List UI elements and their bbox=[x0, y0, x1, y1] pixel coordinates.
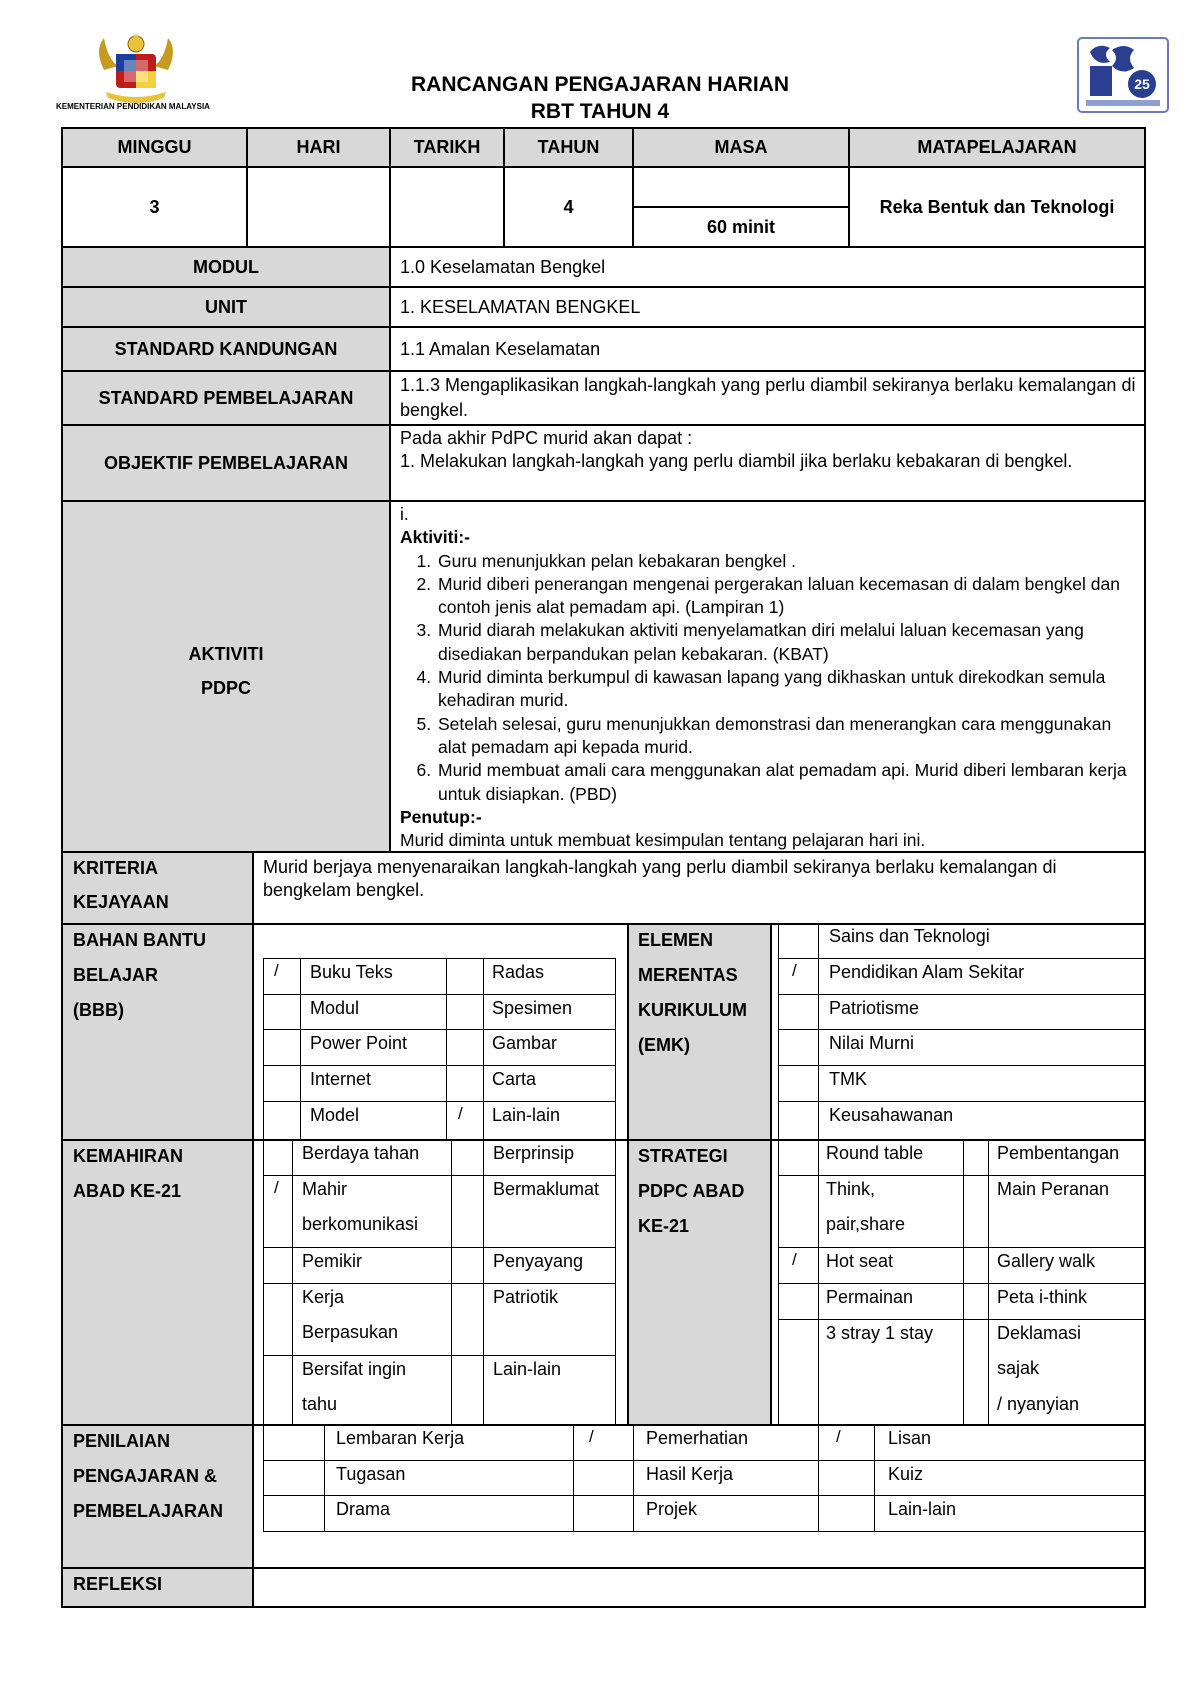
minggu-value: 3 bbox=[149, 196, 160, 217]
emblem-25-icon bbox=[1076, 36, 1170, 116]
penilaian-item: Kuiz bbox=[888, 1464, 924, 1484]
header-minggu: MINGGU bbox=[117, 137, 192, 157]
kemahiran-item: berkomunikasi bbox=[302, 1214, 419, 1234]
tarikh-value bbox=[390, 167, 504, 247]
emk-label-cell bbox=[628, 924, 771, 1140]
document-title: RANCANGAN PENGAJARAN HARIAN bbox=[410, 73, 789, 96]
strategi-label-3: KE-21 bbox=[638, 1216, 690, 1236]
emk-label-1: ELEMEN bbox=[638, 930, 714, 950]
aktiviti-content bbox=[400, 503, 1144, 852]
kemahiran-label-1: KEMAHIRAN bbox=[73, 1146, 183, 1166]
bbb-item: Model bbox=[310, 1105, 360, 1125]
strategi-item: Round table bbox=[826, 1143, 924, 1163]
kemahiran-item: Patriotik bbox=[493, 1287, 559, 1307]
masa-top-value bbox=[633, 167, 849, 207]
strategi-label-1: STRATEGI bbox=[638, 1146, 728, 1166]
kemahiran-label-2: ABAD KE-21 bbox=[73, 1181, 182, 1201]
penilaian-label-3: PEMBELAJARAN bbox=[73, 1501, 224, 1521]
strategi-label-cell bbox=[628, 1140, 771, 1425]
bbb-label-cell bbox=[62, 924, 253, 1140]
penutup-heading: Penutup:- bbox=[400, 806, 482, 827]
strategi-item: Permainan bbox=[826, 1287, 914, 1307]
penilaian-mark: / bbox=[589, 1427, 594, 1446]
strategi-label-2: PDPC ABAD bbox=[638, 1181, 745, 1201]
kemahiran-item: Pemikir bbox=[302, 1251, 363, 1271]
school-emblem-logo bbox=[1076, 36, 1170, 116]
emk-mark: / bbox=[792, 961, 797, 980]
objektif-pembelajaran-label: OBJEKTIF PEMBELAJARAN bbox=[62, 425, 390, 501]
modul-label: MODUL bbox=[62, 247, 390, 287]
kemahiran-item: Bersifat ingin bbox=[302, 1359, 407, 1379]
strategi-item: Pembentangan bbox=[997, 1143, 1120, 1163]
standard-kandungan-label: STANDARD KANDUNGAN bbox=[62, 327, 390, 371]
emk-item: Sains dan Teknologi bbox=[829, 926, 990, 946]
aktiviti-heading: Aktiviti:- bbox=[400, 527, 470, 548]
kejayaan-label: KEJAYAAN bbox=[73, 892, 169, 912]
emk-item: Nilai Murni bbox=[829, 1033, 915, 1053]
strategi-item: pair,share bbox=[826, 1214, 906, 1234]
standard-kandungan-value: 1.1 Amalan Keselamatan bbox=[400, 338, 601, 359]
refleksi-label-cell bbox=[62, 1568, 253, 1606]
penilaian-label-2: PENGAJARAN & bbox=[73, 1466, 218, 1486]
header-matapelajaran: MATAPELAJARAN bbox=[917, 137, 1077, 157]
ministry-caption: KEMENTERIAN PENDIDIKAN MALAYSIA bbox=[56, 102, 210, 111]
kemahiran-label-cell bbox=[62, 1140, 253, 1425]
kemahiran-item: Penyayang bbox=[493, 1251, 584, 1271]
strategi-item: 3 stray 1 stay bbox=[826, 1323, 934, 1343]
emk-item: TMK bbox=[829, 1069, 867, 1089]
penilaian-item: Lisan bbox=[888, 1428, 932, 1448]
aktiviti-item: 1. Guru menunjukkan pelan kebakaran bengkel . bbox=[436, 550, 1144, 573]
svg-text:25: 25 bbox=[1134, 76, 1150, 92]
emk-item: Pendidikan Alam Sekitar bbox=[829, 962, 1025, 982]
unit-label: UNIT bbox=[62, 287, 390, 327]
pdpc-label: PDPC bbox=[200, 678, 251, 698]
strategi-item: Peta i-think bbox=[997, 1287, 1088, 1307]
penilaian-label-cell bbox=[62, 1425, 253, 1568]
modul-value: 1.0 Keselamatan Bengkel bbox=[400, 256, 606, 277]
aktiviti-item: 4. Murid diminta berkumpul di kawasan lapang yang dikhaskan untuk direkodkan semula kehadiran murid. bbox=[436, 666, 1144, 713]
kemahiran-item: Mahir bbox=[302, 1179, 348, 1199]
hari-value bbox=[247, 167, 390, 247]
bbb-item: Gambar bbox=[492, 1033, 558, 1053]
strategi-item: sajak bbox=[997, 1358, 1040, 1378]
unit-value: 1. KESELAMATAN BENGKEL bbox=[400, 296, 641, 317]
penilaian-item: Drama bbox=[336, 1499, 391, 1519]
refleksi-value bbox=[263, 1572, 1133, 1602]
bbb-label-1: BAHAN BANTU bbox=[73, 930, 206, 950]
kemahiran-item: Berprinsip bbox=[493, 1143, 575, 1163]
kemahiran-item: Kerja bbox=[302, 1287, 345, 1307]
header-masa: MASA bbox=[714, 137, 768, 157]
emk-label-2: MERENTAS bbox=[638, 965, 738, 985]
emk-item: Patriotisme bbox=[829, 998, 920, 1018]
kriteria-label: KRITERIA bbox=[73, 858, 158, 878]
bbb-item: Carta bbox=[492, 1069, 537, 1089]
aktiviti-item: 6. Murid membuat amali cara menggunakan alat pemadam api. Murid diberi lembaran kerja untuk disiapkan. (PBD) bbox=[436, 759, 1144, 806]
objektif-intro: Pada akhir PdPC murid akan dapat : bbox=[400, 428, 693, 448]
kemahiran-mark: / bbox=[274, 1178, 279, 1197]
kemahiran-item: Berpasukan bbox=[302, 1322, 399, 1342]
strategi-item: Main Peranan bbox=[997, 1179, 1110, 1199]
bbb-item: Radas bbox=[492, 962, 545, 982]
emk-item: Keusahawanan bbox=[829, 1105, 954, 1125]
bbb-item: Buku Teks bbox=[310, 962, 393, 982]
penilaian-item: Pemerhatian bbox=[646, 1428, 749, 1448]
bbb-mark: / bbox=[458, 1104, 463, 1123]
aktiviti-list bbox=[400, 550, 1144, 806]
penilaian-label-1: PENILAIAN bbox=[73, 1431, 171, 1451]
kemahiran-item: Lain-lain bbox=[493, 1359, 562, 1379]
refleksi-label: REFLEKSI bbox=[73, 1574, 163, 1594]
strategi-item: Gallery walk bbox=[997, 1251, 1096, 1271]
kemahiran-item: Berdaya tahan bbox=[302, 1143, 420, 1163]
aktiviti-item: 2. Murid diberi penerangan mengenai pergerakan laluan kecemasan di dalam bengkel dan contoh jenis alat pemadam api. (Lampiran 1) bbox=[436, 573, 1144, 620]
masa-bottom-value: 60 minit bbox=[706, 216, 776, 237]
ministry-crest-logo bbox=[56, 30, 216, 120]
strategi-item: Hot seat bbox=[826, 1251, 894, 1271]
kemahiran-item: Bermaklumat bbox=[493, 1179, 600, 1199]
emk-label-3: KURIKULUM bbox=[638, 1000, 747, 1020]
penilaian-item: Lain-lain bbox=[888, 1499, 957, 1519]
header-tarikh: TARIKH bbox=[413, 137, 481, 157]
strategi-item: Deklamasi bbox=[997, 1323, 1082, 1343]
bbb-item: Internet bbox=[310, 1069, 372, 1089]
penilaian-item: Projek bbox=[646, 1499, 698, 1519]
penilaian-mark: / bbox=[836, 1427, 841, 1446]
bbb-mark: / bbox=[274, 961, 279, 980]
penilaian-item: Tugasan bbox=[336, 1464, 406, 1484]
standard-pembelajaran-value: 1.1.3 Mengaplikasikan langkah-langkah yang perlu diambil sekiranya berlaku kemalangan di bengkel. bbox=[400, 375, 1136, 420]
strategi-item: Think, bbox=[826, 1179, 876, 1199]
penilaian-item: Hasil Kerja bbox=[646, 1464, 734, 1484]
kemahiran-item: tahu bbox=[302, 1394, 338, 1414]
aktiviti-label: AKTIVITI bbox=[188, 644, 264, 664]
bbb-item: Power Point bbox=[310, 1033, 408, 1053]
aktiviti-intro: i. bbox=[400, 504, 409, 524]
bbb-label-2: BELAJAR bbox=[73, 965, 159, 985]
aktiviti-item: 5. Setelah selesai, guru menunjukkan demonstrasi dan menerangkan cara menggunakan alat pemadam api kepada murid. bbox=[436, 713, 1144, 760]
aktiviti-item: 3. Murid diarah melakukan aktiviti menyelamatkan diri melalui laluan kecemasan yang disediakan berpandukan pelan kebakaran. (KBAT) bbox=[436, 619, 1144, 666]
matapelajaran-value: Reka Bentuk dan Teknologi bbox=[879, 196, 1115, 217]
kriteria-value: Murid berjaya menyenaraikan langkah-langkah yang perlu diambil sekiranya berlaku kemalangan di bengkelam bengkel. bbox=[263, 857, 1057, 900]
header-hari: HARI bbox=[296, 137, 341, 157]
objektif-pembelajaran-value bbox=[400, 427, 1140, 501]
penutup-text: Murid diminta untuk membuat kesimpulan tentang pelajaran hari ini. bbox=[400, 830, 926, 851]
bbb-item: Lain-lain bbox=[492, 1105, 561, 1125]
strategi-mark: / bbox=[792, 1250, 797, 1269]
tahun-value: 4 bbox=[563, 196, 574, 217]
kriteria-label-cell bbox=[62, 852, 253, 924]
bbb-item: Spesimen bbox=[492, 998, 573, 1018]
header-tahun: TAHUN bbox=[537, 137, 600, 157]
aktiviti-label-cell bbox=[62, 501, 390, 852]
emk-label-4: (EMK) bbox=[638, 1035, 690, 1055]
strategi-item: / nyanyian bbox=[997, 1394, 1080, 1414]
bbb-item: Modul bbox=[310, 998, 360, 1018]
bbb-label-3: (BBB) bbox=[73, 1000, 124, 1020]
objektif-item: 1. Melakukan langkah-langkah yang perlu diambil jika berlaku kebakaran di bengkel. bbox=[400, 451, 1073, 471]
document-subtitle: RBT TAHUN 4 bbox=[530, 100, 670, 123]
penilaian-item: Lembaran Kerja bbox=[336, 1428, 465, 1448]
standard-pembelajaran-label: STANDARD PEMBELAJARAN bbox=[62, 371, 390, 425]
